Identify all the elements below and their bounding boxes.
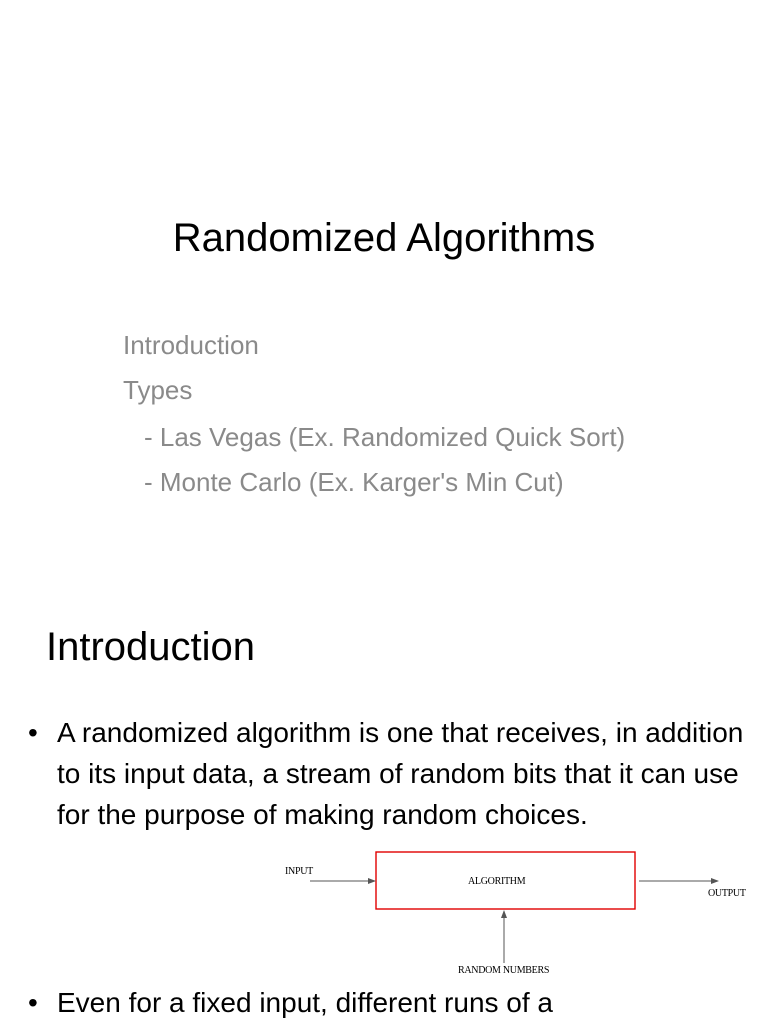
outline-item-introduction: Introduction xyxy=(123,330,259,360)
output-label: OUTPUT xyxy=(708,888,746,899)
algorithm-label: ALGORITHM xyxy=(468,876,526,887)
bullet-text: A randomized algorithm is one that receives, in addition to its input data, a stream of random bits that it can use for the purpose of making random choices. xyxy=(57,717,744,830)
bullet-icon: • xyxy=(28,987,38,1018)
outline-item-types: Types xyxy=(123,375,193,405)
input-label: INPUT xyxy=(285,866,313,877)
slide-title: Randomized Algorithms xyxy=(172,216,596,260)
random-numbers-label: RANDOM NUMBERS xyxy=(458,965,550,976)
bullet-item xyxy=(28,712,748,835)
slide-heading: Introduction xyxy=(46,625,256,669)
outline-item-las-vegas: - Las Vegas (Ex. Randomized Quick Sort) xyxy=(144,422,626,452)
bullet-text: Even for a fixed input, different runs of a xyxy=(57,987,554,1018)
diagram-graphic xyxy=(280,850,768,980)
outline-item-monte-carlo: - Monte Carlo (Ex. Karger's Min Cut) xyxy=(144,467,564,497)
algorithm-diagram xyxy=(280,850,768,980)
bullet-item xyxy=(28,982,748,1023)
bullet-icon: • xyxy=(28,717,38,748)
